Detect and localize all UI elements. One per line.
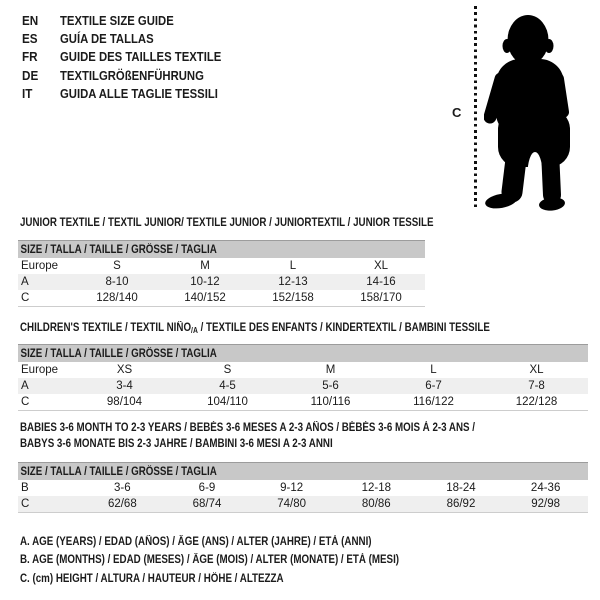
legend-line-a: A. AGE (YEARS) / EDAD (AÑOS) / ÂGE (ANS) / ALTER (JAHRE) / ETÀ (ANNI) xyxy=(20,536,372,548)
table-row xyxy=(18,496,588,512)
language-row xyxy=(22,48,245,66)
size-value: 140/152 xyxy=(161,290,249,306)
size-value: XL xyxy=(373,260,389,272)
table-row xyxy=(18,394,588,410)
language-code: IT xyxy=(22,85,33,101)
language-code: FR xyxy=(22,49,38,65)
row-label: Europe xyxy=(21,260,59,272)
size-header-label: SIZE / TALLA / TAILLE / GRÖSSE / TAGLIA xyxy=(20,347,217,360)
size-value: 5-6 xyxy=(322,380,339,392)
size-value: M xyxy=(200,260,210,272)
size-value: S xyxy=(223,364,232,376)
language-row xyxy=(22,66,245,84)
size-value: XL xyxy=(529,364,544,376)
size-header-bar xyxy=(18,463,588,481)
size-value: L xyxy=(430,364,437,376)
row-label: A xyxy=(21,380,29,392)
babies-title-line1: BABIES 3-6 MONTH TO 2-3 YEARS / BEBÉS 3-6 MESES A 2-3 AÑOS / BÉBÉS 3-6 MOIS À 2-3 ANS / xyxy=(20,422,476,434)
row-label: C xyxy=(18,290,73,306)
size-value: 12-13 xyxy=(278,276,308,288)
size-value: 158/170 xyxy=(337,290,425,306)
height-measure-dotted-line xyxy=(474,6,477,210)
size-value: 110/116 xyxy=(279,394,382,410)
size-value: 74/80 xyxy=(249,496,334,512)
size-value: 92/98 xyxy=(503,496,588,512)
children-title-sub: /A xyxy=(191,326,198,335)
table-row xyxy=(18,362,588,378)
size-value: 98/104 xyxy=(73,394,176,410)
row-label: Europe xyxy=(21,364,59,376)
size-value: S xyxy=(113,260,121,272)
size-header-bar xyxy=(18,241,425,259)
language-title: TEXTILGRÖßENFÜHRUNG xyxy=(60,67,204,83)
height-measure-label: C xyxy=(452,105,462,120)
junior-table-title: JUNIOR TEXTILE / TEXTIL JUNIOR/ TEXTILE JUNIOR / JUNIORTEXTIL / JUNIOR TESSILE xyxy=(20,217,434,229)
legend-line-b: B. AGE (MONTHS) / EDAD (MESES) / ÂGE (MOIS) / ALTER (MONATE) / ETÀ (MESI) xyxy=(20,554,400,567)
size-value: 86/92 xyxy=(419,496,504,512)
size-header-label: SIZE / TALLA / TAILLE / GRÖSSE / TAGLIA xyxy=(20,243,217,256)
language-title: GUIDA ALLE TAGLIE TESSILI xyxy=(60,85,218,101)
size-header-label: SIZE / TALLA / TAILLE / GRÖSSE / TAGLIA xyxy=(20,465,217,478)
size-header-bar xyxy=(18,345,588,363)
size-value: 62/68 xyxy=(80,496,165,512)
size-value: 80/86 xyxy=(334,496,419,512)
table-row xyxy=(18,480,588,496)
size-value: 7-8 xyxy=(528,380,545,392)
size-value: 3-6 xyxy=(114,482,131,494)
size-value: M xyxy=(325,364,336,376)
language-row xyxy=(22,84,245,102)
language-code: ES xyxy=(22,30,38,46)
babies-size-table xyxy=(18,462,588,513)
table-row xyxy=(18,290,425,306)
language-title: GUIDE DES TAILLES TEXTILE xyxy=(60,49,222,65)
size-value: 8-10 xyxy=(105,276,129,288)
size-value: 122/128 xyxy=(485,394,588,410)
language-title: GUÍA DE TALLAS xyxy=(60,30,154,46)
size-value: 12-18 xyxy=(361,482,391,494)
row-label: B xyxy=(21,482,29,494)
children-title-pre: CHILDREN'S TEXTILE / TEXTIL NIÑO xyxy=(20,322,192,334)
language-row xyxy=(22,11,245,29)
table-row xyxy=(18,274,425,290)
row-label: A xyxy=(21,276,29,288)
language-code: DE xyxy=(22,67,39,83)
size-value: 116/122 xyxy=(382,394,485,410)
children-title-post: / TEXTILE DES ENFANTS / KINDERTEXTIL / BAMBINI TESSILE xyxy=(197,322,490,334)
legend-line-c: C. (cm) HEIGHT / ALTURA / HAUTEUR / HÖHE / ALTEZZA xyxy=(20,572,284,585)
size-value: L xyxy=(289,260,297,272)
size-value: 14-16 xyxy=(366,276,396,288)
children-size-table xyxy=(18,344,588,411)
size-value: 10-12 xyxy=(190,276,220,288)
language-title-list xyxy=(22,11,245,102)
junior-size-table xyxy=(18,240,425,307)
size-value: 152/158 xyxy=(249,290,337,306)
size-value: 68/74 xyxy=(165,496,250,512)
language-row xyxy=(22,29,245,47)
size-value: 128/140 xyxy=(73,290,161,306)
row-label: C xyxy=(18,496,80,512)
size-value: 3-4 xyxy=(116,380,133,392)
toddler-silhouette xyxy=(484,9,596,211)
table-row xyxy=(18,378,588,394)
language-title: TEXTILE SIZE GUIDE xyxy=(60,12,174,28)
size-value: 104/110 xyxy=(176,394,279,410)
babies-title-line2: BABYS 3-6 MONATE BIS 2-3 JAHRE / BAMBINI 3-6 MESI A 2-3 ANNI xyxy=(20,437,333,450)
size-value: XS xyxy=(116,364,133,376)
measurement-legend xyxy=(20,533,466,588)
size-value: 6-7 xyxy=(425,380,442,392)
row-label: C xyxy=(18,394,73,410)
size-value: 9-12 xyxy=(280,482,304,494)
size-value: 18-24 xyxy=(446,482,476,494)
size-value: 4-5 xyxy=(219,380,236,392)
table-row xyxy=(18,258,425,274)
size-value: 24-36 xyxy=(530,482,561,494)
size-value: 6-9 xyxy=(198,482,216,494)
language-code: EN xyxy=(22,12,39,28)
children-table-title xyxy=(20,321,490,339)
babies-table-title xyxy=(20,421,475,452)
